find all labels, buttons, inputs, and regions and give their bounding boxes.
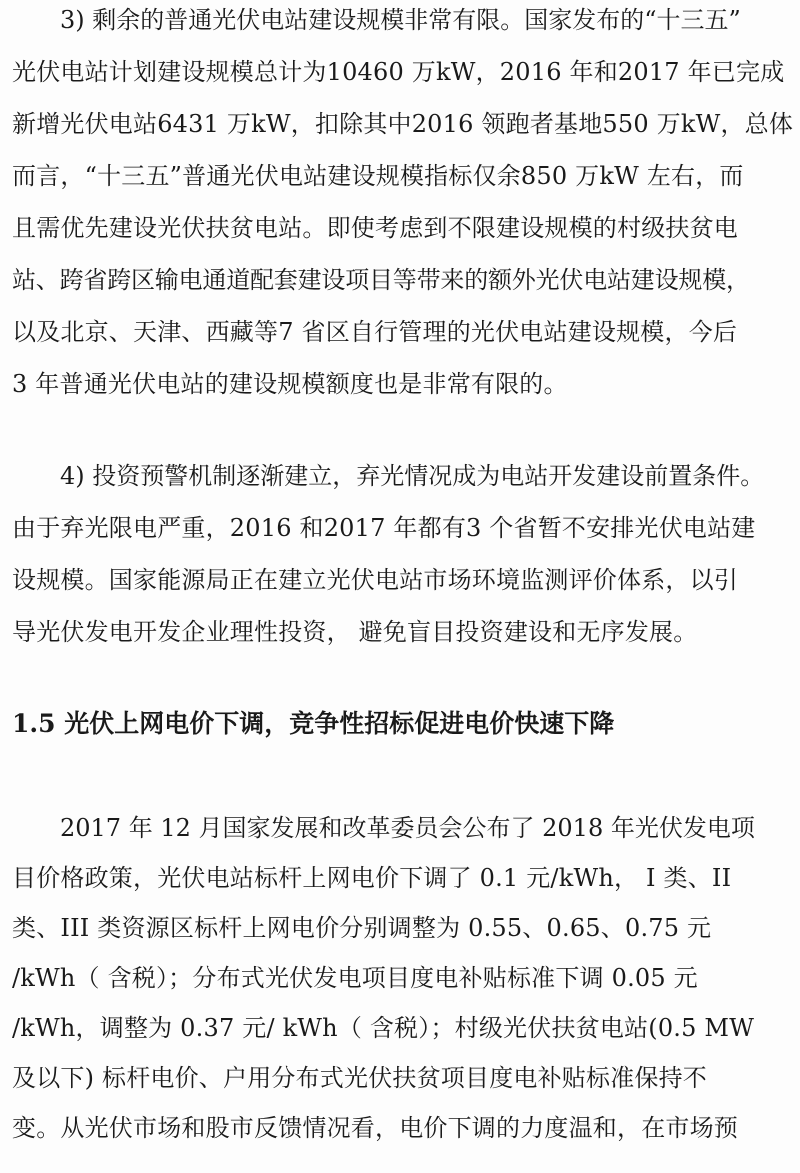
- paragraph-line: 导光伏发电开发企业理性投资， 避免盲目投资建设和无序发展。: [12, 618, 698, 646]
- paragraph-line: 4) 投资预警机制逐渐建立，弃光情况成为电站开发建设前置条件。: [60, 462, 765, 490]
- paragraph-line: 且需优先建设光伏扶贫电站。即使考虑到不限建设规模的村级扶贫电: [12, 214, 738, 242]
- paragraph-line: 新增光伏电站6431 万kW，扣除其中2016 领跑者基地550 万kW，总体: [12, 110, 794, 138]
- paragraph-line: 以及北京、天津、西藏等7 省区自行管理的光伏电站建设规模，今后: [12, 318, 738, 346]
- paragraph-line: /kWh（ 含税）；分布式光伏发电项目度电补贴标准下调 0.05 元: [12, 964, 698, 992]
- paragraph-line: 及以下) 标杆电价、户用分布式光伏扶贫项目度电补贴标准保持不: [12, 1064, 707, 1092]
- paragraph-line: 类、III 类资源区标杆上网电价分别调整为 0.55、0.65、0.75 元: [12, 914, 712, 942]
- paragraph-line: 3 年普通光伏电站的建设规模额度也是非常有限的。: [12, 370, 568, 398]
- paragraph-line: 2017 年 12 月国家发展和改革委员会公布了 2018 年光伏发电项: [60, 814, 755, 842]
- paragraph-line: 变。从光伏市场和股市反馈情况看，电价下调的力度温和，在市场预: [12, 1114, 738, 1142]
- paragraph-line: 目价格政策，光伏电站标杆上网电价下调了 0.1 元/kWh， I 类、II: [12, 864, 732, 892]
- paragraph-line: 而言，“十三五”普通光伏电站建设规模指标仅余850 万kW 左右，而: [12, 162, 744, 190]
- paragraph-line: 光伏电站计划建设规模总计为10460 万kW，2016 年和2017 年已完成: [12, 58, 785, 86]
- paragraph-line: 3) 剩余的普通光伏电站建设规模非常有限。国家发布的“十三五”: [60, 6, 741, 34]
- paragraph-line: 站、跨省跨区输电通道配套建设项目等带来的额外光伏电站建设规模，: [12, 266, 750, 294]
- section-heading: 1.5 光伏上网电价下调，竞争性招标促进电价快速下降: [12, 709, 615, 738]
- paragraph-line: /kWh，调整为 0.37 元/ kWh（ 含税）；村级光伏扶贫电站(0.5 MW: [12, 1014, 755, 1042]
- paragraph-line: 设规模。国家能源局正在建立光伏电站市场环境监测评价体系，以引: [12, 566, 738, 594]
- paragraph-line: 由于弃光限电严重，2016 和2017 年都有3 个省暂不安排光伏电站建: [12, 514, 756, 542]
